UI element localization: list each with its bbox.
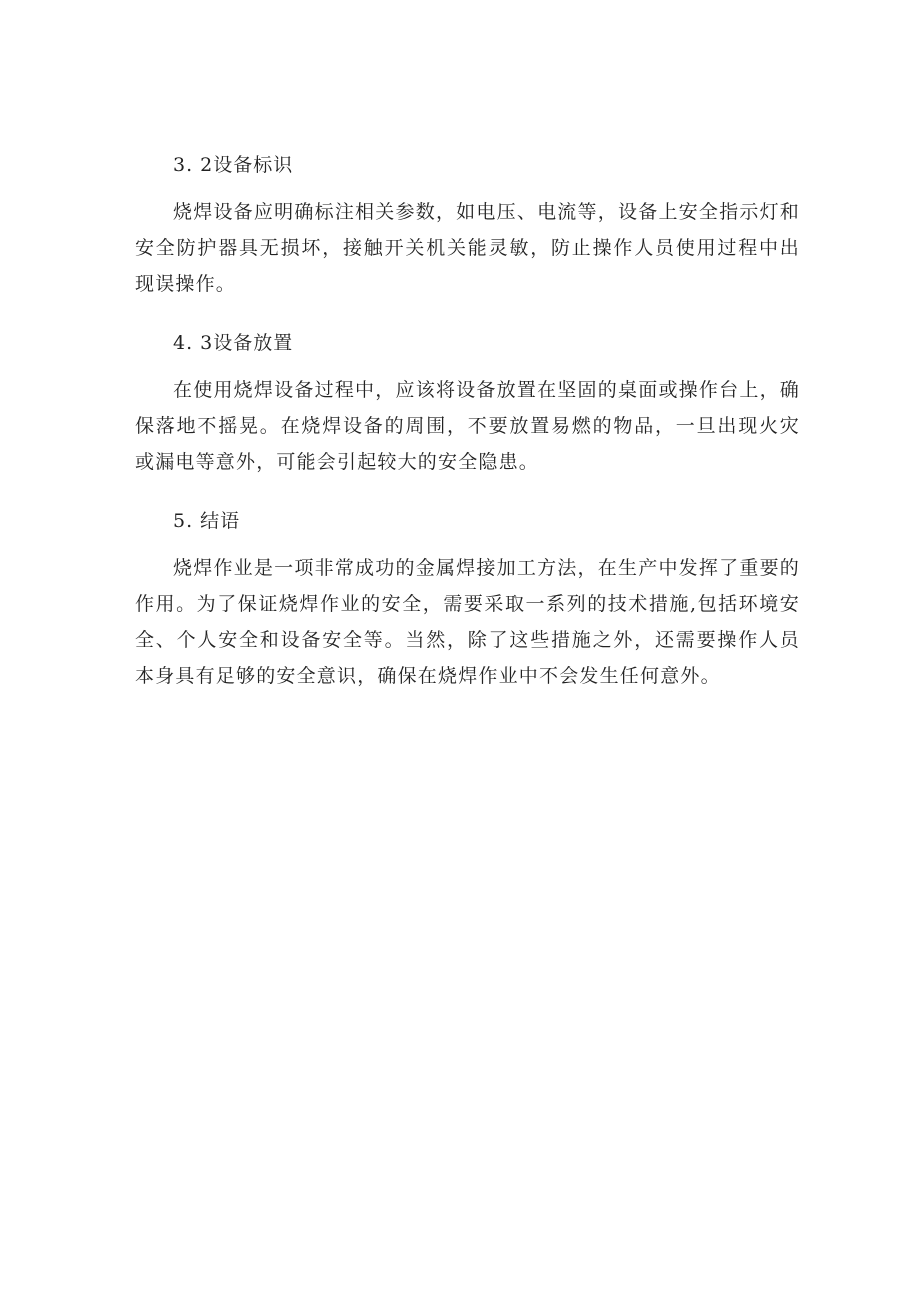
section-body-device-label: 烧焊设备应明确标注相关参数，如电压、电流等，设备上安全指示灯和安全防护器具无损坏，接触开关机关能灵敏，防止操作人员使用过程中出现误操作。	[135, 201, 800, 295]
section-body-device-placement: 在使用烧焊设备过程中，应该将设备放置在坚固的桌面或操作台上，确保落地不摇晃。在烧焊设备的周围，不要放置易燃的物品，一旦出现火灾或漏电等意外，可能会引起较大的安全隐患。	[135, 379, 800, 473]
section-heading-device-label: 3. 2设备标识	[173, 154, 294, 176]
section-body-conclusion: 烧焊作业是一项非常成功的金属焊接加工方法，在生产中发挥了重要的作用。为了保证烧焊作业的安全，需要采取一系列的技术措施,包括环境安全、个人安全和设备安全等。当然，除了这些措施之外，还需要操作人员本身具有足够的安全意识，确保在烧焊作业中不会发生任何意外。	[135, 557, 800, 687]
section-heading-device-placement: 4. 3设备放置	[173, 332, 294, 354]
section-gap	[135, 480, 800, 504]
section-gap	[135, 302, 800, 326]
document-content	[135, 148, 800, 694]
section-heading-conclusion: 5. 结语	[173, 510, 241, 532]
